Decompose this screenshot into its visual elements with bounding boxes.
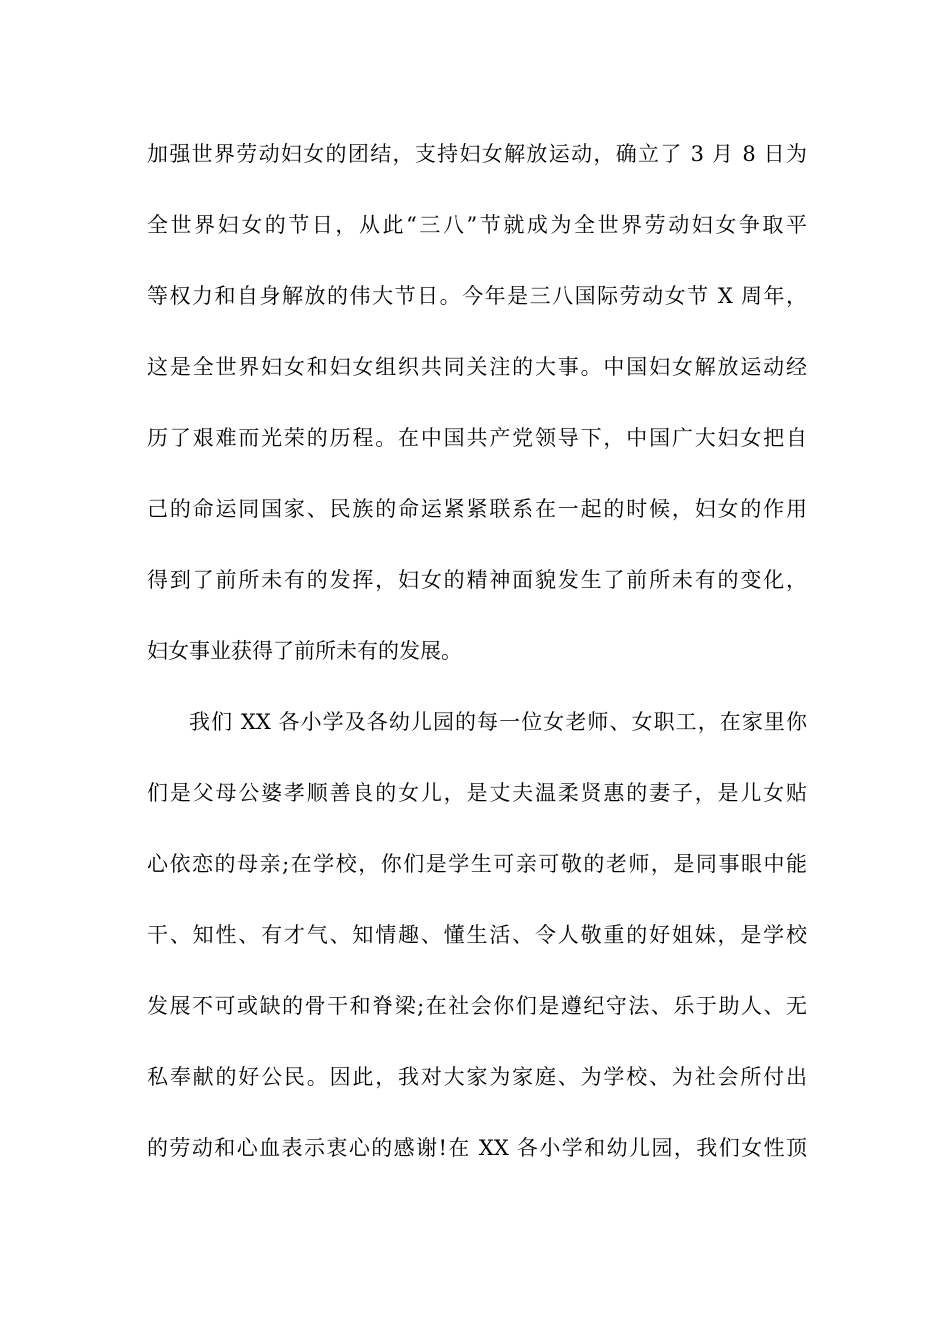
text-line: 私奉献的好公民。因此，我对大家为家庭、为学校、为社会所付出 xyxy=(147,1065,807,1089)
text-line: 我们 XX 各小学及各幼儿园的每一位女老师、女职工，在家里你 xyxy=(189,710,807,734)
text-line: 全世界妇女的节日，从此“三八”节就成为全世界劳动妇女争取平 xyxy=(147,213,807,237)
text-line: 己的命运同国家、民族的命运紧紧联系在一起的时候，妇女的作用 xyxy=(147,497,807,521)
text-line: 等权力和自身解放的伟大节日。今年是三八国际劳动女节 X 周年， xyxy=(147,284,807,308)
text-line: 加强世界劳动妇女的团结，支持妇女解放运动，确立了 3 月 8 日为 xyxy=(147,142,807,166)
text-line: 发展不可或缺的骨干和脊梁;在社会你们是遵纪守法、乐于助人、无 xyxy=(147,994,807,1018)
text-line: 这是全世界妇女和妇女组织共同关注的大事。中国妇女解放运动经 xyxy=(147,355,807,379)
text-line: 的劳动和心血表示衷心的感谢!在 XX 各小学和幼儿园，我们女性顶 xyxy=(147,1136,807,1160)
text-line: 们是父母公婆孝顺善良的女儿，是丈夫温柔贤惠的妻子，是儿女贴 xyxy=(147,781,807,805)
text-line: 历了艰难而光荣的历程。在中国共产党领导下，中国广大妇女把自 xyxy=(147,426,807,450)
text-line: 得到了前所未有的发挥，妇女的精神面貌发生了前所未有的变化， xyxy=(147,568,807,592)
text-line: 干、知性、有才气、知情趣、懂生活、令人敬重的好姐妹，是学校 xyxy=(147,923,807,947)
text-line: 心依恋的母亲;在学校，你们是学生可亲可敬的老师，是同事眼中能 xyxy=(147,852,807,876)
text-line: 妇女事业获得了前所未有的发展。 xyxy=(147,639,462,663)
